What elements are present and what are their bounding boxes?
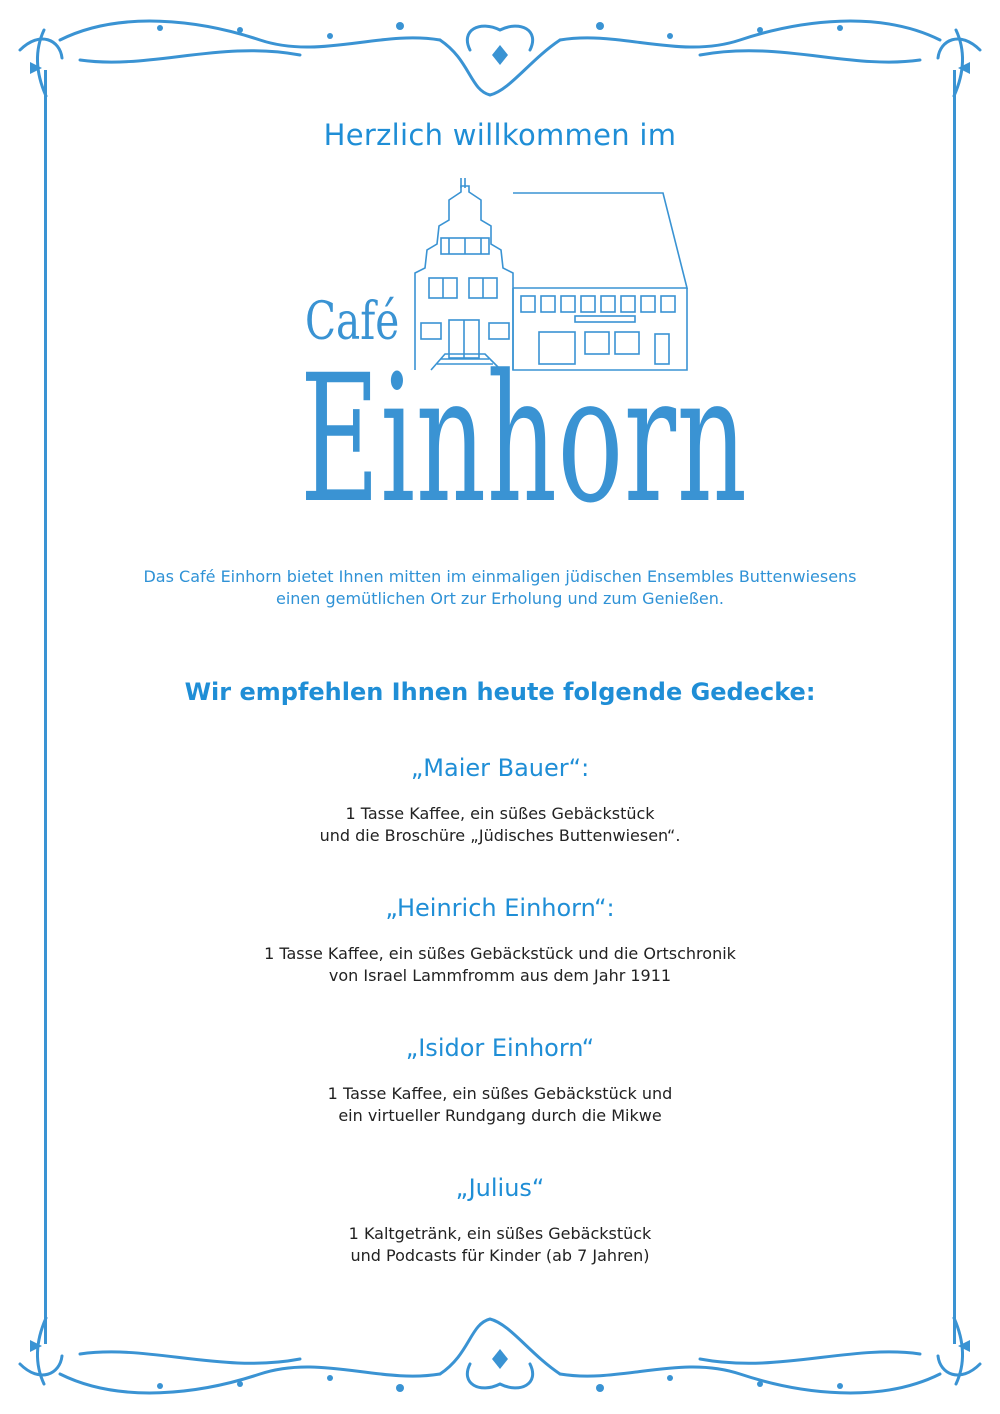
intro-text: [80, 566, 920, 610]
offer-line: ein virtueller Rundgang durch die Mikwe: [338, 1106, 662, 1125]
logo-name-text: Einhorn: [300, 337, 748, 542]
offer-description: [150, 943, 850, 987]
offer-line: 1 Tasse Kaffee, ein süßes Gebäckstück: [345, 804, 655, 823]
bottom-ornament: [0, 1304, 1000, 1414]
offer-line: 1 Tasse Kaffee, ein süßes Gebäckstück und: [327, 1084, 673, 1103]
offer-title: „Heinrich Einhorn“:: [385, 894, 615, 922]
welcome-title: Herzlich willkommen im: [323, 118, 677, 152]
offer-title: „Maier Bauer“:: [410, 754, 590, 782]
offer-line: 1 Kaltgetränk, ein süßes Gebäckstück: [348, 1224, 652, 1243]
offer-title: „Julius“: [455, 1174, 545, 1202]
intro-line-2: einen gemütlichen Ort zur Erholung und zum Genießen.: [276, 589, 724, 608]
offer-description: [150, 1083, 850, 1127]
logo-cafe-text: Café: [305, 292, 400, 352]
offer-line: und Podcasts für Kinder (ab 7 Jahren): [350, 1246, 650, 1265]
recommendations-heading: Wir empfehlen Ihnen heute folgende Gedecke:: [184, 678, 816, 706]
right-border-line: [953, 70, 956, 1344]
offer-description: [150, 1223, 850, 1267]
offer-title: „Isidor Einhorn“: [405, 1034, 595, 1062]
intro-line-1: Das Café Einhorn bietet Ihnen mitten im einmaligen jüdischen Ensembles Buttenwiesens: [143, 567, 857, 586]
left-border-line: [44, 70, 47, 1344]
offer-line: 1 Tasse Kaffee, ein süßes Gebäckstück und die Ortschronik: [264, 944, 736, 963]
top-ornament: [0, 0, 1000, 110]
offer-description: [150, 803, 850, 847]
offer-line: von Israel Lammfromm aus dem Jahr 1911: [328, 966, 672, 985]
offer-line: und die Broschüre „Jüdisches Buttenwiesen“.: [319, 826, 681, 845]
